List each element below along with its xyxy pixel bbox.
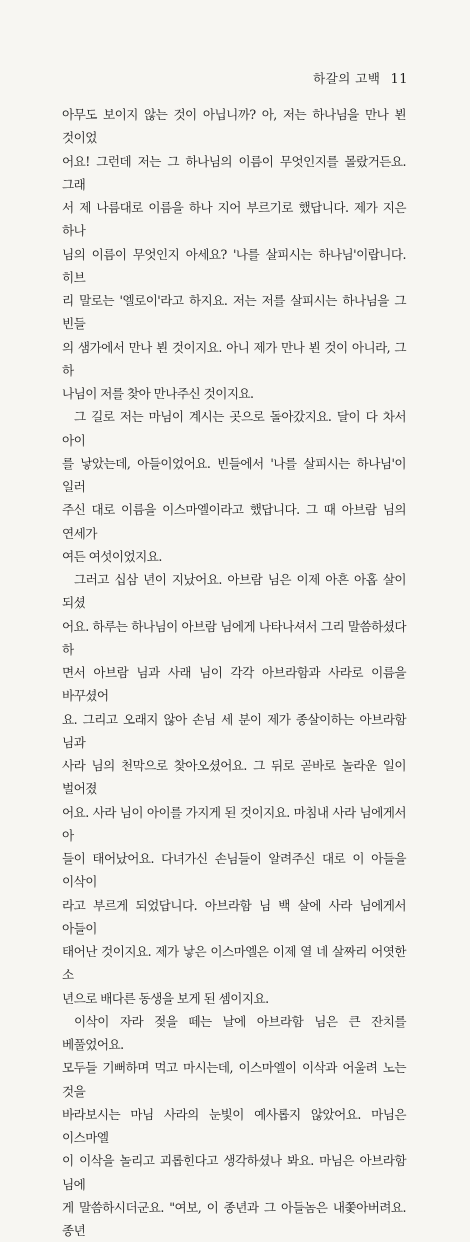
text-line: 이삭이 자라 젖을 떼는 날에 아브라함 님은 큰 잔치를 베풀었어요. xyxy=(62,1013,406,1052)
text-line: 님의 이름이 무엇인지 아세요? '나를 살피시는 하나님'이랍니다. 히브 xyxy=(62,246,406,285)
text-line: 게 말씀하시더군요. "여보, 이 종년과 그 아들놈은 내쫓아버려요. 종년 xyxy=(62,1199,406,1238)
text-line: 사라 님의 천막으로 찾아오셨어요. 그 뒤로 곧바로 놀라운 일이 벌어졌 xyxy=(62,758,406,797)
text-line: 를 낳았는데, 아들이었어요. 빈들에서 '나를 살피시는 하나님'이 일러 xyxy=(62,455,406,494)
text-line: 아무도 보이지 않는 것이 아닙니까? 아, 저는 하나님을 만나 뵌 것이었 xyxy=(62,107,406,146)
running-header xyxy=(313,69,408,87)
body-text xyxy=(62,103,406,1242)
text-line: 서 제 나름대로 이름을 하나 지어 부르기로 했답니다. 제가 지은 하나 xyxy=(62,200,406,239)
text-line: 바라보시는 마님 사라의 눈빛이 예사롭지 않았어요. 마님은 이스마엘 xyxy=(62,1106,406,1145)
page-number: 11 xyxy=(390,72,408,87)
text-line: 라고 부르게 되었답니다. 아브라함 님 백 살에 사라 님에게서 아들이 xyxy=(62,897,406,936)
text-line: 의 샘가에서 만나 뵌 것이지요. 아니 제가 만나 뵌 것이 아니라, 그 하 xyxy=(62,339,406,378)
text-line: 나님이 저를 찾아 만나주신 것이지요. xyxy=(62,386,254,401)
text-line: 모두들 기뻐하며 먹고 마시는데, 이스마엘이 이삭과 어울려 노는 것을 xyxy=(62,1060,406,1099)
text-line: 요. 그리고 오래지 않아 손님 세 분이 제가 종살이하는 아브라함 님과 xyxy=(62,711,406,750)
chapter-title: 하갈의 고백 xyxy=(313,71,381,86)
text-line: 어요! 그런데 저는 그 하나님의 이름이 무엇인지를 몰랐거든요. 그래 xyxy=(62,153,406,192)
text-line: 들이 태어났어요. 다녀가신 손님들이 알려주신 대로 이 아들을 이삭이 xyxy=(62,851,406,890)
text-line: 리 말로는 '엘로이'라고 하지요. 저는 저를 살피시는 하나님을 그 빈들 xyxy=(62,293,406,332)
text-line: 년으로 배다른 동생을 보게 된 셈이지요. xyxy=(62,990,269,1006)
text-line: 면서 아브람 님과 사래 님이 각각 아브라함과 사라로 이름을 바꾸셨어 xyxy=(62,665,406,704)
text-line: 태어난 것이지요. 제가 낳은 이스마엘은 이제 열 네 살짜리 어엿한 소 xyxy=(62,944,406,983)
text-line: 이 이삭을 놀리고 괴롭힌다고 생각하셨나 봐요. 마님은 아브라함 님에 xyxy=(62,1153,406,1192)
text-line: 어요. 하루는 하나님이 아브람 님에게 나타나셔서 그리 말씀하셨다 하 xyxy=(62,618,406,657)
text-line: 여든 여섯이었지요. xyxy=(62,548,162,564)
text-line: 어요. 사라 님이 아이를 가지게 된 것이지요. 마침내 사라 님에게서 아 xyxy=(62,804,406,843)
text-line: 주신 대로 이름을 이스마엘이라고 했답니다. 그 때 아브람 님의 연세가 xyxy=(62,502,406,541)
text-line: 그러고 십삼 년이 지났어요. 아브람 님은 이제 아흔 아홉 살이 되셨 xyxy=(62,572,406,611)
text-line: 그 길로 저는 마님이 계시는 곳으로 돌아갔지요. 달이 다 차서 아이 xyxy=(62,409,406,448)
